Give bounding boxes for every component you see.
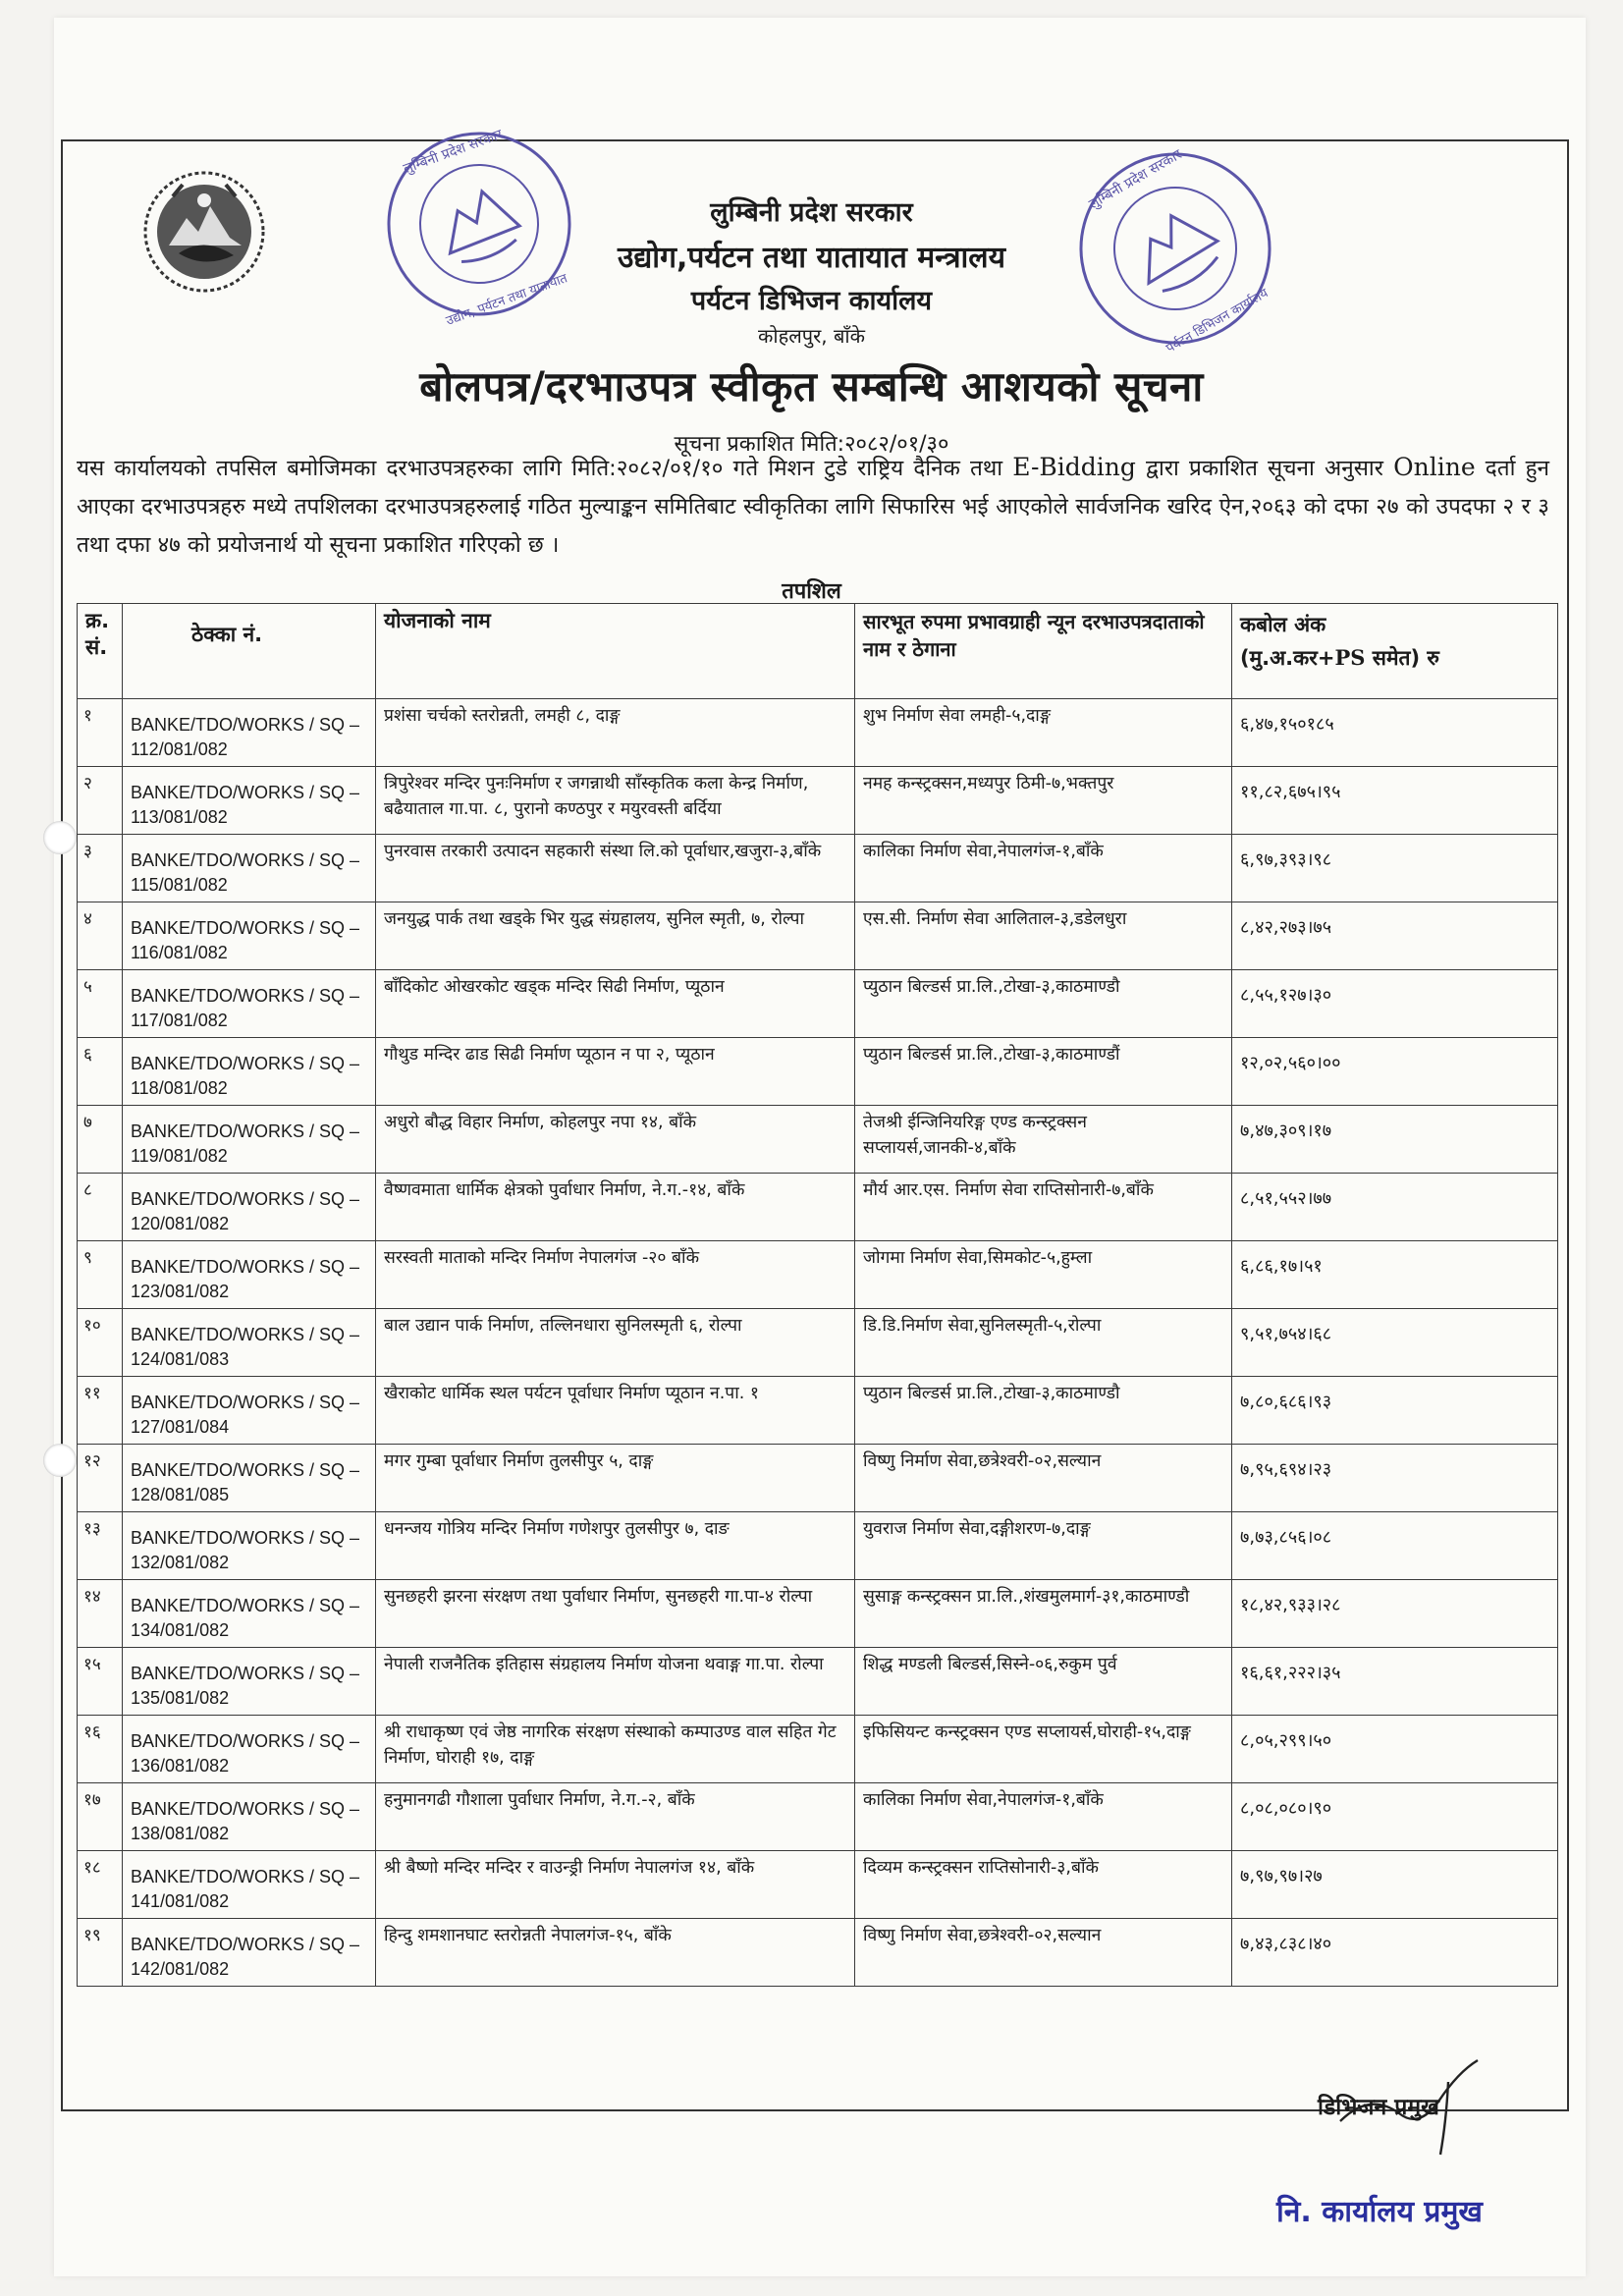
cell-bidder: शुभ निर्माण सेवा लमही-५,दाङ्ग: [855, 699, 1232, 767]
cell-bidder: विष्णु निर्माण सेवा,छत्रेश्वरी-०२,सल्यान: [855, 1919, 1232, 1987]
header-address: कोहलपुर, बाँके: [758, 324, 865, 348]
cell-amount: ९,५१,७५४।६८: [1232, 1309, 1558, 1377]
cell-sn: ९: [78, 1241, 123, 1309]
cell-sn: १२: [78, 1445, 123, 1512]
cell-project-name: बाल उद्यान पार्क निर्माण, तल्लिनधारा सुनिलस्मृती ६, रोल्पा: [376, 1309, 855, 1377]
table-body: [78, 699, 1558, 1987]
cell-bidder: दिव्यम कन्स्ट्रक्सन राप्तिसोनारी-३,बाँके: [855, 1851, 1232, 1919]
cell-amount: ८,०८,०८०।९०: [1232, 1783, 1558, 1851]
published-date: सूचना प्रकाशित मिति:२०८२/०१/३०: [674, 432, 949, 457]
cell-bidder: एस.सी. निर्माण सेवा आलिताल-३,डडेलधुरा: [855, 902, 1232, 970]
table-row: [78, 1174, 1558, 1241]
cell-bidder: विष्णु निर्माण सेवा,छत्रेश्वरी-०२,सल्यान: [855, 1445, 1232, 1512]
cell-bidder: प्युठान बिल्डर्स प्रा.लि.,टोखा-३,काठमाण्डौ: [855, 970, 1232, 1038]
cell-sn: १५: [78, 1648, 123, 1716]
table-row: [78, 1783, 1558, 1851]
header-bidder: सारभूत रुपमा प्रभावग्राही न्यून दरभाउपत्रदाताको नाम र ठेगाना: [855, 604, 1232, 699]
cell-project-name: प्रशंसा चर्चको स्तरोन्नती, लमही ८, दाङ्ग: [376, 699, 855, 767]
cell-contract-no: BANKE/TDO/WORKS / SQ –119/081/082: [123, 1106, 376, 1174]
cell-project-name: अधुरो बौद्ध विहार निर्माण, कोहलपुर नपा १४, बाँके: [376, 1106, 855, 1174]
table-row: [78, 1512, 1558, 1580]
cell-amount: ११,८२,६७५।९५: [1232, 767, 1558, 835]
header-amount-ps: PS: [1334, 645, 1366, 670]
cell-sn: ११: [78, 1377, 123, 1445]
cell-contract-no: BANKE/TDO/WORKS / SQ –134/081/082: [123, 1580, 376, 1648]
table-row: [78, 1309, 1558, 1377]
cell-contract-no: BANKE/TDO/WORKS / SQ –120/081/082: [123, 1174, 376, 1241]
header-contract-no: ठेक्का नं.: [123, 604, 376, 699]
table-row: [78, 1038, 1558, 1106]
table-row: [78, 835, 1558, 902]
cell-amount: ७,७३,८५६।०८: [1232, 1512, 1558, 1580]
cell-project-name: श्री बैष्णो मन्दिर मन्दिर र वाउन्ड्री निर्माण नेपालगंज १४, बाँके: [376, 1851, 855, 1919]
cell-bidder: जोगमा निर्माण सेवा,सिमकोट-५,हुम्ला: [855, 1241, 1232, 1309]
cell-amount: ७,९७,९७।२७: [1232, 1851, 1558, 1919]
cell-project-name: श्री राधाकृष्ण एवं जेष्ठ नागरिक संरक्षण संस्थाको कम्पाउण्ड वाल सहित गेट निर्माण, घोराही १७, दाङ्ग: [376, 1716, 855, 1783]
cell-amount: १६,६१,२२२।३५: [1232, 1648, 1558, 1716]
cell-project-name: वैष्णवमाता धार्मिक क्षेत्रको पुर्वाधार निर्माण, ने.ग.-१४, बाँके: [376, 1174, 855, 1241]
cell-sn: ४: [78, 902, 123, 970]
cell-amount: ६,४७,१५०१८५: [1232, 699, 1558, 767]
table-row: [78, 1648, 1558, 1716]
header-amount-vat: (मु.अ.कर+: [1240, 646, 1335, 670]
cell-sn: १८: [78, 1851, 123, 1919]
table-caption: तपशिल: [782, 579, 841, 604]
table-row: [78, 1241, 1558, 1309]
table-row: [78, 1851, 1558, 1919]
cell-contract-no: BANKE/TDO/WORKS / SQ – 132/081/082: [123, 1512, 376, 1580]
cell-sn: १७: [78, 1783, 123, 1851]
table-row: [78, 767, 1558, 835]
cell-bidder: तेजश्री ईन्जिनियरिङ्ग एण्ड कन्स्ट्रक्सन सप्लायर्स,जानकी-४,बाँके: [855, 1106, 1232, 1174]
table-row: [78, 1377, 1558, 1445]
cell-sn: ६: [78, 1038, 123, 1106]
cell-sn: ३: [78, 835, 123, 902]
cell-project-name: पुनरवास तरकारी उत्पादन सहकारी संस्था लि.को पूर्वाधार,खजुरा-३,बाँके: [376, 835, 855, 902]
cell-bidder: डि.डि.निर्माण सेवा,सुनिलस्मृती-५,रोल्पा: [855, 1309, 1232, 1377]
cell-contract-no: BANKE/TDO/WORKS / SQ –113/081/082: [123, 767, 376, 835]
cell-project-name: मगर गुम्बा पूर्वाधार निर्माण तुलसीपुर ५, दाङ्ग: [376, 1445, 855, 1512]
table-row: [78, 1919, 1558, 1987]
svg-text:लुम्बिनी प्रदेश सरकार: लुम्बिनी प्रदेश सरकार: [1086, 146, 1185, 213]
punch-hole: [43, 1444, 77, 1477]
svg-text:पर्यटन डिभिजन कार्यालय: पर्यटन डिभिजन कार्यालय: [1163, 286, 1271, 356]
intro-part-2: द्वारा प्रकाशित सूचना अनुसार: [1135, 456, 1394, 481]
cell-bidder: कालिका निर्माण सेवा,नेपालगंज-१,बाँके: [855, 1783, 1232, 1851]
header-amount-suffix: समेत) रु: [1365, 646, 1439, 670]
cell-amount: ८,४२,२७३।७५: [1232, 902, 1558, 970]
intro-part-1: यस कार्यालयको तपसिल बमोजिमका दरभाउपत्रहरुका लागि मिति:२०८२/०१/१० गते मिशन टुडे राष्ट्रिय दैनिक तथा: [77, 456, 1013, 481]
intro-paragraph: [77, 448, 1549, 565]
table-row: [78, 1580, 1558, 1648]
header-office: पर्यटन डिभिजन कार्यालय: [690, 286, 933, 316]
table-row: [78, 902, 1558, 970]
cell-amount: ८,०५,२९९।५०: [1232, 1716, 1558, 1783]
table-row: [78, 970, 1558, 1038]
office-head-label: नि. कार्यालय प्रमुख: [1276, 2195, 1483, 2229]
intro-part-3: दर्ता हुन आएका दरभाउपत्रहरु मध्ये तपशिलका दरभाउपत्रहरुलाई गठित मुल्याङ्कन समितिबाट स्वीकृतिका लागि सिफारिस भई आएकोले सार्वजनिक खरिद ऐन,२०६३ को दफा २७ को उपदफा २ र ३ तथा दफा ४७ को प्रयोजनार्थ यो सूचना प्रकाशित गरिएको छ ।: [77, 456, 1550, 558]
cell-project-name: सरस्वती माताको मन्दिर निर्माण नेपालगंज -२० बाँके: [376, 1241, 855, 1309]
header-amount: [1232, 604, 1558, 699]
cell-amount: ७,८०,६८६।९३: [1232, 1377, 1558, 1445]
cell-sn: १०: [78, 1309, 123, 1377]
cell-sn: १४: [78, 1580, 123, 1648]
table-row: [78, 1106, 1558, 1174]
cell-project-name: गौथुड मन्दिर ढाड सिढी निर्माण प्यूठान न पा २, प्यूठान: [376, 1038, 855, 1106]
cell-contract-no: BANKE/TDO/WORKS / SQ – 127/081/084: [123, 1377, 376, 1445]
intro-ebidding: E-Bidding: [1012, 453, 1136, 481]
cell-project-name: बाँदिकोट ओखरकोट खड्क मन्दिर सिढी निर्माण, प्यूठान: [376, 970, 855, 1038]
cell-sn: १३: [78, 1512, 123, 1580]
cell-contract-no: BANKE/TDO/WORKS / SQ –138/081/082: [123, 1783, 376, 1851]
cell-bidder: प्युठान बिल्डर्स प्रा.लि.,टोखा-३,काठमाण्डौ: [855, 1377, 1232, 1445]
cell-bidder: कालिका निर्माण सेवा,नेपालगंज-१,बाँके: [855, 835, 1232, 902]
cell-amount: ७,९५,६९४।२३: [1232, 1445, 1558, 1512]
cell-project-name: धनन्जय गोत्रिय मन्दिर निर्माण गणेशपुर तुलसीपुर ७, दाङ: [376, 1512, 855, 1580]
header-government: लुम्बिनी प्रदेश सरकार: [710, 197, 913, 228]
svg-text:उद्योग, पर्यटन तथा यातायात: उद्योग, पर्यटन तथा यातायात: [444, 271, 570, 329]
cell-project-name: हिन्दु शमशानघाट स्तरोन्नती नेपालगंज-१५, बाँके: [376, 1919, 855, 1987]
cell-contract-no: BANKE/TDO/WORKS / SQ –124/081/083: [123, 1309, 376, 1377]
cell-sn: १९: [78, 1919, 123, 1987]
cell-project-name: नेपाली राजनैतिक इतिहास संग्रहालय निर्माण योजना थवाङ्ग गा.पा. रोल्पा: [376, 1648, 855, 1716]
cell-amount: ६,८६,१७।५१: [1232, 1241, 1558, 1309]
cell-amount: ६,९७,३९३।९८: [1232, 835, 1558, 902]
nepal-emblem-icon: [139, 167, 269, 297]
tender-table: [77, 603, 1558, 1987]
header-project-name: योजनाको नाम: [376, 604, 855, 699]
svg-text:लुम्बिनी प्रदेश सरकार: लुम्बिनी प्रदेश सरकार: [401, 127, 505, 178]
cell-amount: १८,४२,९३३।२८: [1232, 1580, 1558, 1648]
cell-contract-no: BANKE/TDO/WORKS / SQ –141/081/082: [123, 1851, 376, 1919]
cell-amount: ७,४३,८३८।४०: [1232, 1919, 1558, 1987]
cell-sn: २: [78, 767, 123, 835]
table-row: [78, 1445, 1558, 1512]
cell-contract-no: BANKE/TDO/WORKS / SQ –117/081/082: [123, 970, 376, 1038]
header-amount-line1: कबोल अंक: [1240, 613, 1326, 636]
cell-sn: ५: [78, 970, 123, 1038]
cell-project-name: जनयुद्ध पार्क तथा खड्के भिर युद्ध संग्रहालय, सुनिल स्मृती, ७, रोल्पा: [376, 902, 855, 970]
cell-contract-no: BANKE/TDO/WORKS / SQ – 116/081/082: [123, 902, 376, 970]
intro-online: Online: [1393, 453, 1476, 481]
cell-amount: ८,५१,५५२।७७: [1232, 1174, 1558, 1241]
punch-hole: [43, 821, 77, 854]
cell-bidder: मौर्य आर.एस. निर्माण सेवा राप्तिसोनारी-७,बाँके: [855, 1174, 1232, 1241]
cell-bidder: नमह कन्स्ट्रक्सन,मध्यपुर ठिमी-७,भक्तपुर: [855, 767, 1232, 835]
cell-amount: १२,०२,५६०।००: [1232, 1038, 1558, 1106]
table-row: [78, 1716, 1558, 1783]
cell-contract-no: BANKE/TDO/WORKS / SQ –115/081/082: [123, 835, 376, 902]
cell-bidder: इफिसियन्ट कन्स्ट्रक्सन एण्ड सप्लायर्स,घोराही-१५,दाङ्ग: [855, 1716, 1232, 1783]
cell-bidder: सुसाङ्ग कन्स्ट्रक्सन प्रा.लि.,शंखमुलमार्ग-३१,काठमाण्डौ: [855, 1580, 1232, 1648]
table-header-row: [78, 604, 1558, 699]
cell-contract-no: BANKE/TDO/WORKS / SQ –135/081/082: [123, 1648, 376, 1716]
cell-project-name: त्रिपुरेश्वर मन्दिर पुनःनिर्माण र जगन्नाथी साँस्कृतिक कला केन्द्र निर्माण, बढैयाताल गा.पा. ८, पुरानो कण्ठपुर र मयुरवस्ती बर्दिया: [376, 767, 855, 835]
cell-contract-no: BANKE/TDO/WORKS / SQ –123/081/082: [123, 1241, 376, 1309]
cell-contract-no: BANKE/TDO/WORKS / SQ – 136/081/082: [123, 1716, 376, 1783]
cell-sn: १: [78, 699, 123, 767]
notice-title: बोलपत्र/दरभाउपत्र स्वीकृत सम्बन्धि आशयको सूचना: [419, 362, 1204, 410]
cell-bidder: शिद्ध मण्डली बिल्डर्स,सिस्ने-०६,रुकुम पुर्व: [855, 1648, 1232, 1716]
cell-amount: ८,५५,१२७।३०: [1232, 970, 1558, 1038]
cell-bidder: प्युठान बिल्डर्स प्रा.लि.,टोखा-३,काठमाण्डौं: [855, 1038, 1232, 1106]
cell-contract-no: BANKE/TDO/WORKS / SQ –118/081/082: [123, 1038, 376, 1106]
header-amount-line2: [1240, 641, 1549, 675]
signature-title: डिभिजन प्रमुख: [1318, 2095, 1439, 2120]
cell-bidder: युवराज निर्माण सेवा,दङ्गीशरण-७,दाङ्ग: [855, 1512, 1232, 1580]
cell-sn: ८: [78, 1174, 123, 1241]
cell-sn: १६: [78, 1716, 123, 1783]
cell-sn: ७: [78, 1106, 123, 1174]
cell-project-name: हनुमानगढी गौशाला पुर्वाधार निर्माण, ने.ग.-२, बाँके: [376, 1783, 855, 1851]
cell-project-name: खैराकोट धार्मिक स्थल पर्यटन पूर्वाधार निर्माण प्यूठान न.पा. १: [376, 1377, 855, 1445]
cell-contract-no: BANKE/TDO/WORKS / SQ –142/081/082: [123, 1919, 376, 1987]
cell-contract-no: BANKE/TDO/WORKS / SQ – 112/081/082: [123, 699, 376, 767]
cell-project-name: सुनछहरी झरना संरक्षण तथा पुर्वाधार निर्माण, सुनछहरी गा.पा-४ रोल्पा: [376, 1580, 855, 1648]
cell-contract-no: BANKE/TDO/WORKS / SQ –128/081/085: [123, 1445, 376, 1512]
header-sn: क्र. सं.: [78, 604, 123, 699]
table-row: [78, 699, 1558, 767]
header-ministry: उद्योग,पर्यटन तथा यातायात मन्त्रालय: [617, 241, 1006, 275]
cell-amount: ७,४७,३०९।१७: [1232, 1106, 1558, 1174]
